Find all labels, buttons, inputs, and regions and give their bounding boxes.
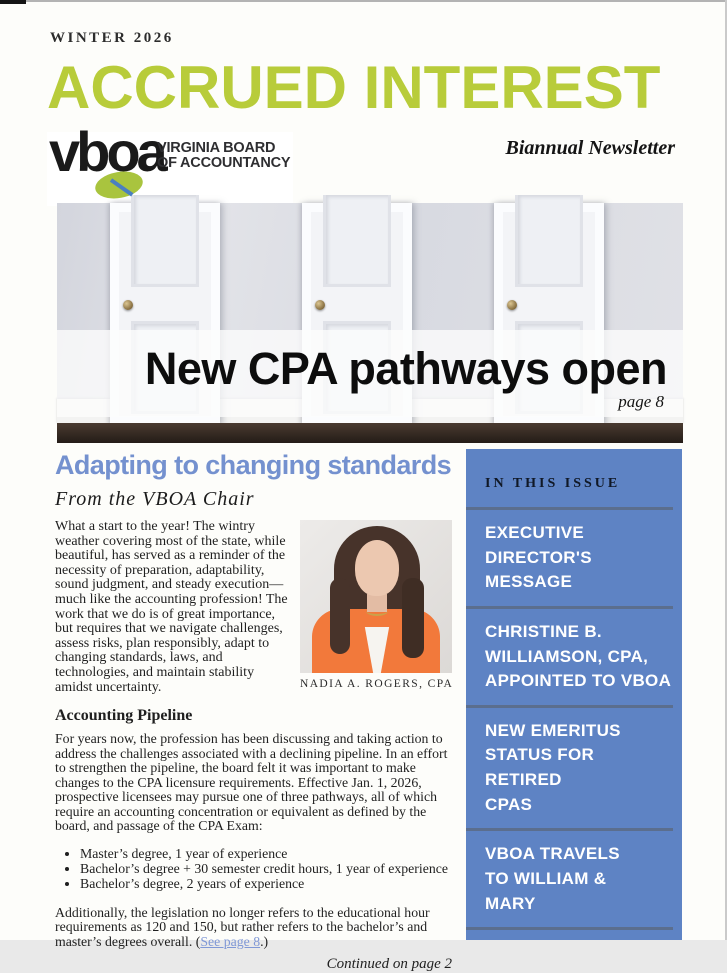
sidebar-divider: [466, 705, 673, 708]
door-panel: [131, 195, 199, 287]
newsletter-title: ACCRUED INTEREST: [47, 54, 661, 121]
article-byline: From the VBOA Chair: [55, 488, 255, 510]
newsletter-type: Biannual Newsletter: [505, 137, 675, 159]
logo-org-line2: OF ACCOUNTANCY: [157, 155, 291, 172]
photo-caption: NADIA A. ROGERS, CPA: [300, 678, 454, 690]
hero-headline: New CPA pathways open: [144, 343, 667, 394]
hero-image: [57, 203, 683, 443]
continued-note: Continued on page 2: [326, 956, 452, 973]
logo-org-line1: VIRGINIA BOARD: [157, 140, 276, 156]
door-panel: [515, 195, 583, 287]
hero-overlay-band: [57, 330, 683, 417]
door-panel: [323, 195, 391, 287]
in-this-issue-sidebar: [466, 449, 682, 940]
sidebar-divider: [466, 927, 673, 930]
door-knob-icon: [123, 300, 133, 310]
sidebar-divider: [466, 828, 673, 831]
logo-wordmark: vboa: [49, 120, 164, 183]
portrait-hair-strand: [402, 578, 424, 658]
sidebar-header: IN THIS ISSUE: [485, 476, 621, 491]
top-border-dark-segment: [0, 0, 26, 4]
article-column: [55, 450, 452, 973]
sidebar-divider: [466, 606, 673, 609]
additional-text-post: .): [260, 933, 269, 949]
issue-date: WINTER 2026: [50, 30, 174, 46]
sidebar-item-vboa-travels-william-mary: VBOA TRAVELS TO WILLIAM & MARY: [485, 844, 620, 913]
logo-org-name: [157, 141, 290, 171]
sidebar-item-christine-williamson-appointed: CHRISTINE B. WILLIAMSON, CPA, APPOINTED TO VBOA: [485, 621, 672, 691]
pathway-list-item: • Bachelor’s degree, 2 years of experience: [80, 876, 452, 891]
sidebar-item-executive-directors-message: EXECUTIVE DIRECTOR'S MESSAGE: [485, 523, 592, 592]
portrait-necklace-shape: [366, 606, 388, 616]
see-page-8-link[interactable]: See page 8: [200, 933, 261, 949]
chair-photo: [300, 520, 452, 673]
door-knob-icon: [315, 300, 325, 310]
section-heading: Accounting Pipeline: [55, 707, 193, 725]
sidebar-divider: [466, 507, 673, 510]
intro-paragraph: What a start to the year! The wintry weather covering most of the state, while beautiful, has served as a reminder of the necessity of preparation, adaptability, sound judgment, and steady execution—much like the accounting profession! The work that we do is of great importance, but requires that we navigate challenges, assess risks, plan responsibly, adapt to changing standards, laws, and technologies, and maintain stability amidst uncertainty.: [55, 519, 288, 695]
floor: [57, 423, 683, 443]
additional-paragraph: [55, 906, 452, 950]
hero-page-ref: page 8: [618, 392, 664, 411]
pathway-list-item: • Bachelor’s degree + 30 semester credit hours, 1 year of experience: [80, 861, 452, 876]
additional-text-pre: Additionally, the legislation no longer refers to the educational hour requirements as 120 and 150, but rather refers to the bachelor’s and master’s degrees overall. (: [55, 904, 430, 949]
door-knob-icon: [507, 300, 517, 310]
article-heading: Adapting to changing standards: [55, 450, 452, 480]
chair-photo-figure: [300, 520, 452, 690]
portrait-face-shape: [355, 540, 399, 596]
portrait-hair-strand: [330, 578, 350, 654]
sidebar-item-new-emeritus-status: NEW EMERITUS STATUS FOR RETIRED CPAS: [485, 720, 621, 814]
top-border-line: [0, 0, 727, 2]
pathway-list: [65, 846, 452, 891]
pathway-list-item: • Master’s degree, 1 year of experience: [80, 846, 452, 861]
pipeline-paragraph: For years now, the profession has been discussing and taking action to address the challenges associated with a declining pipeline. In an effort to strengthen the pipeline, the board felt it was important to make changes to the CPA licensure requirements. Effective Jan. 1, 2026, prospective licensees may pursue one of three pathways, all of which require an accounting concentration or equivalent as defined by the board, and passage of the CPA Exam:: [55, 731, 448, 834]
